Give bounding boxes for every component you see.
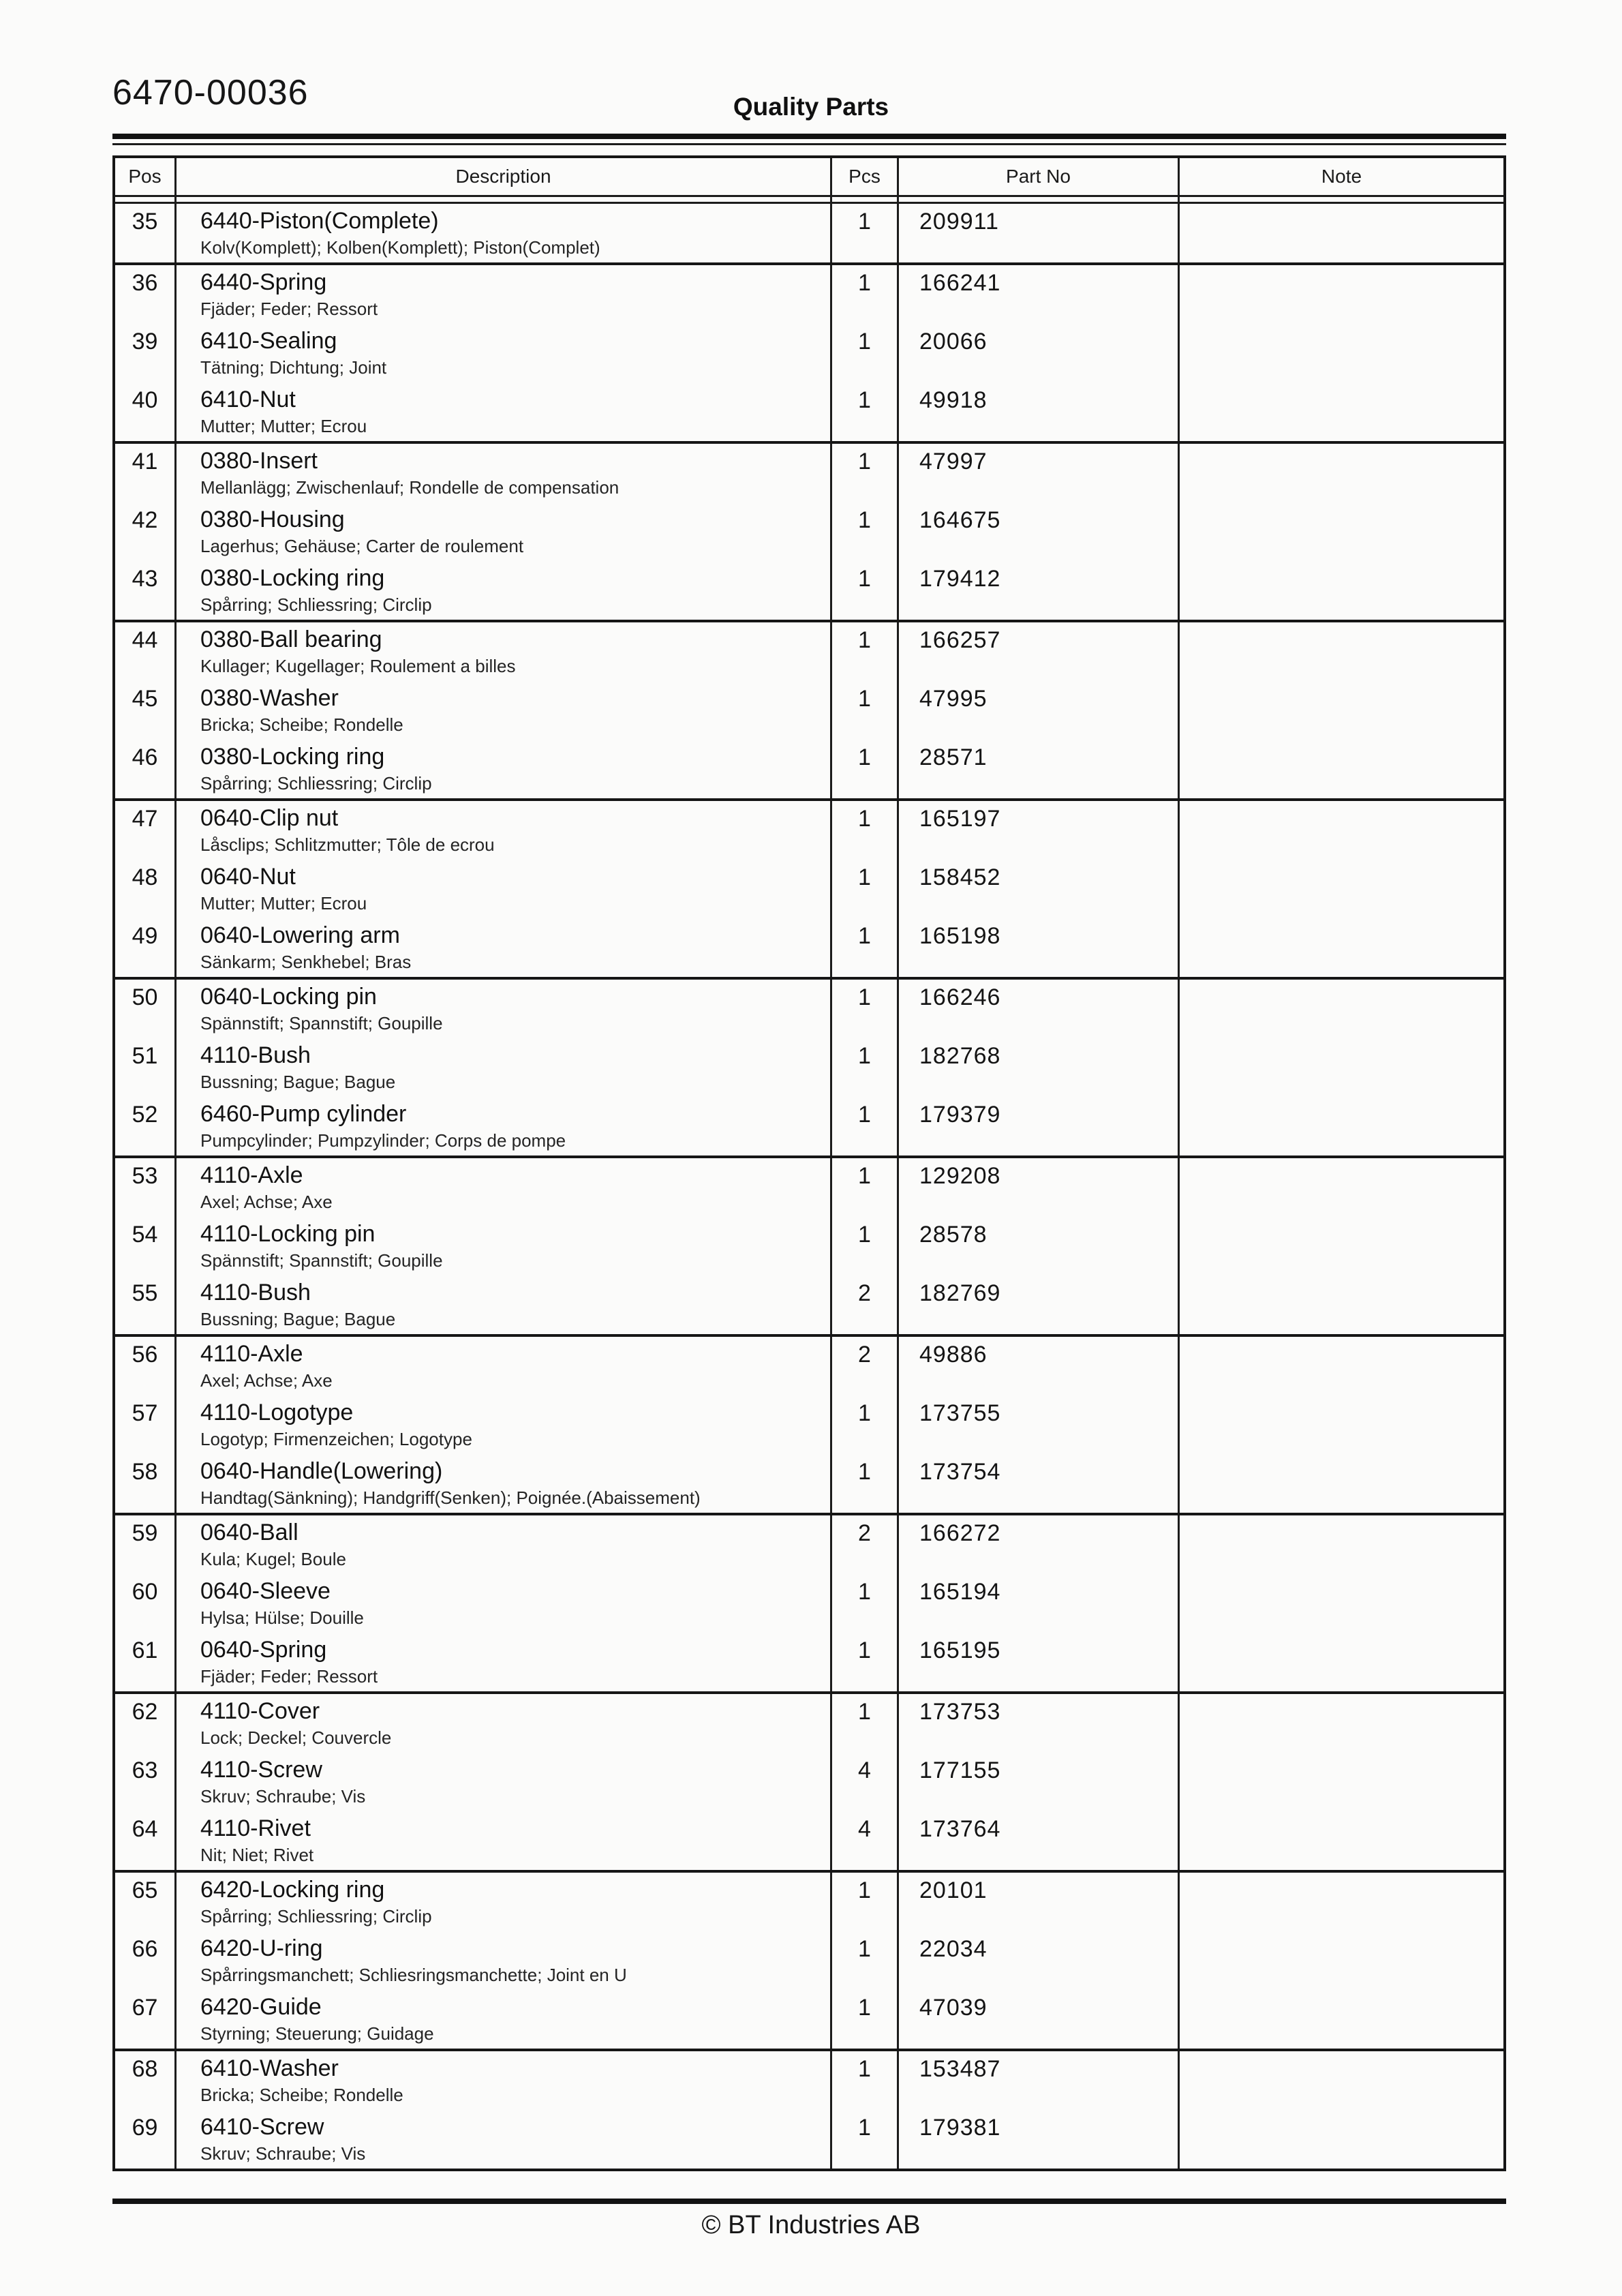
description-sub: Sänkarm; Senkhebel; Bras (200, 952, 412, 972)
row-pcs: 1 (832, 918, 899, 977)
row-part-no: 153487 (899, 2051, 1180, 2110)
description-sub: Logotyp; Firmenzeichen; Logotype (200, 1429, 472, 1449)
table-row (115, 382, 1503, 441)
description-sub: Nit; Niet; Rivet (200, 1845, 314, 1865)
description-sub: Bussning; Bague; Bague (200, 1072, 396, 1092)
description-sub: Hylsa; Hülse; Douille (200, 1607, 364, 1628)
row-pcs: 1 (832, 204, 899, 262)
description-main: 0640-Handle(Lowering) (200, 1458, 443, 1484)
parts-group (115, 1337, 1503, 1515)
parts-group (115, 1694, 1503, 1873)
row-pos: 65 (115, 1873, 177, 1931)
description-main: 0640-Spring (200, 1637, 327, 1663)
row-description (177, 1337, 832, 1395)
description-sub: Axel; Achse; Axe (200, 1192, 333, 1212)
row-pos: 53 (115, 1158, 177, 1217)
description-main: 4110-Bush (200, 1042, 311, 1068)
description-main: 4110-Cover (200, 1698, 320, 1724)
row-description (177, 1931, 832, 1990)
row-part-no: 165198 (899, 918, 1180, 977)
row-description (177, 1990, 832, 2049)
row-description (177, 1395, 832, 1454)
row-part-no: 165197 (899, 801, 1180, 860)
description-sub: Kolv(Komplett); Kolben(Komplett); Piston(Complet) (200, 237, 600, 258)
row-pos: 64 (115, 1811, 177, 1870)
row-pcs: 1 (832, 1990, 899, 2049)
table-row (115, 1990, 1503, 2049)
table-row (115, 204, 1503, 262)
row-description (177, 382, 832, 441)
row-note (1180, 801, 1503, 860)
row-part-no: 166246 (899, 980, 1180, 1038)
description-main: 0640-Sleeve (200, 1578, 331, 1604)
parts-group (115, 801, 1503, 980)
row-pos: 69 (115, 2110, 177, 2169)
row-pos: 44 (115, 622, 177, 681)
description-main: 0380-Locking ring (200, 744, 385, 770)
description-sub: Mutter; Mutter; Ecrou (200, 893, 367, 913)
row-pcs: 1 (832, 1217, 899, 1275)
header-double-line (115, 197, 1503, 204)
row-pcs: 1 (832, 265, 899, 324)
row-description (177, 1217, 832, 1275)
table-row (115, 1811, 1503, 1870)
row-part-no: 165194 (899, 1574, 1180, 1633)
row-pcs: 2 (832, 1275, 899, 1334)
row-pcs: 1 (832, 1931, 899, 1990)
row-part-no: 158452 (899, 860, 1180, 918)
table-row (115, 1694, 1503, 1753)
description-main: 0640-Nut (200, 864, 296, 890)
parts-group (115, 444, 1503, 622)
row-pcs: 2 (832, 1337, 899, 1395)
row-part-no: 28578 (899, 1217, 1180, 1275)
row-description (177, 502, 832, 561)
row-note (1180, 1633, 1503, 1691)
description-sub: Skruv; Schraube; Vis (200, 1786, 366, 1807)
row-pos: 48 (115, 860, 177, 918)
row-part-no: 179412 (899, 561, 1180, 620)
row-note (1180, 1454, 1503, 1513)
table-row (115, 1097, 1503, 1155)
description-main: 0640-Locking pin (200, 984, 377, 1010)
row-description (177, 1574, 832, 1633)
description-main: 6460-Pump cylinder (200, 1101, 407, 1127)
row-note (1180, 1217, 1503, 1275)
table-row (115, 1873, 1503, 1931)
row-note (1180, 740, 1503, 798)
row-note (1180, 1038, 1503, 1097)
row-pcs: 1 (832, 2110, 899, 2169)
row-description (177, 740, 832, 798)
table-row (115, 502, 1503, 561)
row-note (1180, 382, 1503, 441)
row-pos: 41 (115, 444, 177, 502)
row-pcs: 4 (832, 1811, 899, 1870)
row-part-no: 209911 (899, 204, 1180, 262)
table-row (115, 1275, 1503, 1334)
row-note (1180, 860, 1503, 918)
description-main: 0380-Washer (200, 685, 339, 711)
row-note (1180, 1395, 1503, 1454)
row-pcs: 1 (832, 382, 899, 441)
description-sub: Mellanlägg; Zwischenlauf; Rondelle de compensation (200, 477, 619, 498)
row-part-no: 49918 (899, 382, 1180, 441)
row-description (177, 801, 832, 860)
table-row (115, 1337, 1503, 1395)
description-main: 0380-Ball bearing (200, 626, 382, 652)
row-note (1180, 1990, 1503, 2049)
row-note (1180, 918, 1503, 977)
row-part-no: 166272 (899, 1515, 1180, 1574)
table-row (115, 1454, 1503, 1513)
row-description (177, 1515, 832, 1574)
table-row (115, 681, 1503, 740)
row-pcs: 1 (832, 980, 899, 1038)
row-pos: 35 (115, 204, 177, 262)
row-note (1180, 1694, 1503, 1753)
table-row (115, 1395, 1503, 1454)
parts-group (115, 622, 1503, 801)
row-pos: 60 (115, 1574, 177, 1633)
description-main: 6440-Spring (200, 269, 327, 295)
row-description (177, 324, 832, 382)
row-pcs: 4 (832, 1753, 899, 1811)
parts-group (115, 1873, 1503, 2051)
description-main: 6420-U-ring (200, 1935, 323, 1961)
table-row (115, 1158, 1503, 1217)
row-note (1180, 1275, 1503, 1334)
row-part-no: 47039 (899, 1990, 1180, 2049)
description-sub: Fjäder; Feder; Ressort (200, 299, 378, 319)
description-sub: Fjäder; Feder; Ressort (200, 1666, 378, 1687)
parts-group (115, 1158, 1503, 1337)
row-description (177, 1873, 832, 1931)
parts-group (115, 204, 1503, 265)
row-note (1180, 681, 1503, 740)
row-pcs: 1 (832, 1158, 899, 1217)
description-sub: Styrning; Steuerung; Guidage (200, 2023, 434, 2044)
description-main: 4110-Bush (200, 1280, 311, 1305)
row-note (1180, 444, 1503, 502)
row-pos: 56 (115, 1337, 177, 1395)
row-pos: 50 (115, 980, 177, 1038)
row-pos: 43 (115, 561, 177, 620)
row-pos: 36 (115, 265, 177, 324)
description-main: 0640-Clip nut (200, 805, 339, 831)
description-sub: Mutter; Mutter; Ecrou (200, 416, 367, 436)
row-part-no: 173764 (899, 1811, 1180, 1870)
row-part-no: 177155 (899, 1753, 1180, 1811)
row-pos: 46 (115, 740, 177, 798)
row-note (1180, 1811, 1503, 1870)
row-pos: 59 (115, 1515, 177, 1574)
row-part-no: 166257 (899, 622, 1180, 681)
description-sub: Bussning; Bague; Bague (200, 1309, 396, 1329)
description-main: 0380-Insert (200, 448, 318, 474)
description-main: 4110-Axle (200, 1341, 303, 1367)
table-row (115, 740, 1503, 798)
row-note (1180, 1753, 1503, 1811)
row-part-no: 20066 (899, 324, 1180, 382)
row-description (177, 1097, 832, 1155)
table-row (115, 1753, 1503, 1811)
table-row (115, 860, 1503, 918)
column-header-note: Note (1321, 166, 1362, 187)
description-sub: Spårringsmanchett; Schliesringsmanchette; Joint en U (200, 1965, 627, 1985)
description-main: 0380-Housing (200, 507, 345, 532)
row-pos: 67 (115, 1990, 177, 2049)
column-header-description: Description (177, 158, 832, 195)
table-row (115, 918, 1503, 977)
row-pcs: 1 (832, 1694, 899, 1753)
header-rule-thin (112, 143, 1506, 145)
row-part-no: 164675 (899, 502, 1180, 561)
row-note (1180, 1515, 1503, 1574)
table-row (115, 980, 1503, 1038)
row-note (1180, 204, 1503, 262)
row-pcs: 1 (832, 1038, 899, 1097)
header-rule-thick (112, 134, 1506, 139)
row-description (177, 2110, 832, 2169)
row-description (177, 265, 832, 324)
row-description (177, 681, 832, 740)
row-pcs: 1 (832, 1873, 899, 1931)
table-row (115, 1217, 1503, 1275)
description-main: 4110-Axle (200, 1162, 303, 1188)
description-sub: Pumpcylinder; Pumpzylinder; Corps de pompe (200, 1130, 566, 1151)
table-row (115, 2110, 1503, 2169)
description-main: 6410-Screw (200, 2114, 324, 2140)
row-part-no: 173754 (899, 1454, 1180, 1513)
table-row (115, 1931, 1503, 1990)
description-sub: Spännstift; Spannstift; Goupille (200, 1250, 443, 1271)
parts-group (115, 1515, 1503, 1694)
row-note (1180, 561, 1503, 620)
row-part-no: 165195 (899, 1633, 1180, 1691)
description-main: 4110-Screw (200, 1757, 322, 1783)
description-sub: Skruv; Schraube; Vis (200, 2143, 366, 2164)
row-pos: 62 (115, 1694, 177, 1753)
table-row (115, 444, 1503, 502)
row-pos: 51 (115, 1038, 177, 1097)
row-pos: 40 (115, 382, 177, 441)
row-part-no: 166241 (899, 265, 1180, 324)
row-pos: 45 (115, 681, 177, 740)
table-row (115, 561, 1503, 620)
row-description (177, 1158, 832, 1217)
row-note (1180, 980, 1503, 1038)
row-note (1180, 2051, 1503, 2110)
description-main: 6410-Sealing (200, 328, 337, 354)
row-pcs: 1 (832, 1395, 899, 1454)
description-main: 4110-Locking pin (200, 1221, 376, 1247)
row-description (177, 980, 832, 1038)
row-pcs: 1 (832, 1574, 899, 1633)
row-part-no: 47997 (899, 444, 1180, 502)
description-main: 0640-Lowering arm (200, 922, 400, 948)
table-row (115, 622, 1503, 681)
table-row (115, 2051, 1503, 2110)
row-part-no: 22034 (899, 1931, 1180, 1990)
table-row (115, 324, 1503, 382)
row-pos: 52 (115, 1097, 177, 1155)
description-sub: Lock; Deckel; Couvercle (200, 1727, 392, 1748)
row-part-no: 47995 (899, 681, 1180, 740)
page-footer: © BT Industries AB (701, 2211, 921, 2239)
description-main: 6420-Guide (200, 1994, 322, 2020)
row-part-no: 173753 (899, 1694, 1180, 1753)
table-row (115, 1633, 1503, 1691)
row-description (177, 918, 832, 977)
row-pos: 63 (115, 1753, 177, 1811)
row-description (177, 1811, 832, 1870)
column-header-pcs: Pcs (832, 158, 899, 195)
row-note (1180, 502, 1503, 561)
row-note (1180, 1931, 1503, 1990)
row-pos: 55 (115, 1275, 177, 1334)
row-part-no: 173755 (899, 1395, 1180, 1454)
row-part-no: 49886 (899, 1337, 1180, 1395)
description-sub: Handtag(Sänkning); Handgriff(Senken); Poignée.(Abaissement) (200, 1487, 701, 1508)
row-pcs: 2 (832, 1515, 899, 1574)
description-sub: Bricka; Scheibe; Rondelle (200, 2085, 403, 2105)
row-pos: 58 (115, 1454, 177, 1513)
row-part-no: 179379 (899, 1097, 1180, 1155)
parts-table (112, 155, 1506, 2171)
row-note (1180, 1574, 1503, 1633)
row-pos: 54 (115, 1217, 177, 1275)
description-main: 4110-Rivet (200, 1815, 311, 1841)
row-pos: 49 (115, 918, 177, 977)
row-pos: 39 (115, 324, 177, 382)
row-pos: 68 (115, 2051, 177, 2110)
description-main: 6440-Piston(Complete) (200, 208, 439, 234)
row-pcs: 1 (832, 1097, 899, 1155)
row-part-no: 28571 (899, 740, 1180, 798)
row-note (1180, 324, 1503, 382)
column-header-pos: Pos (115, 158, 177, 195)
row-note (1180, 1158, 1503, 1217)
row-pos: 66 (115, 1931, 177, 1990)
row-pcs: 1 (832, 2051, 899, 2110)
row-note (1180, 1097, 1503, 1155)
row-pcs: 1 (832, 801, 899, 860)
row-pos: 42 (115, 502, 177, 561)
parts-group (115, 2051, 1503, 2169)
description-sub: Axel; Achse; Axe (200, 1370, 333, 1391)
description-sub: Tätning; Dichtung; Joint (200, 357, 387, 378)
row-pcs: 1 (832, 561, 899, 620)
table-row (115, 1038, 1503, 1097)
description-sub: Spårring; Schliessring; Circlip (200, 594, 432, 615)
row-note (1180, 1337, 1503, 1395)
description-main: 0640-Ball (200, 1520, 299, 1545)
row-note (1180, 2110, 1503, 2169)
row-description (177, 561, 832, 620)
row-pos: 57 (115, 1395, 177, 1454)
parts-group (115, 265, 1503, 444)
row-description (177, 2051, 832, 2110)
description-sub: Lagerhus; Gehäuse; Carter de roulement (200, 536, 524, 556)
row-part-no: 182769 (899, 1275, 1180, 1334)
row-note (1180, 265, 1503, 324)
description-main: 6410-Washer (200, 2055, 339, 2081)
row-note (1180, 622, 1503, 681)
description-sub: Spårring; Schliessring; Circlip (200, 1906, 432, 1927)
description-main: 6410-Nut (200, 387, 296, 412)
column-header-part-no: Part No (899, 158, 1180, 195)
row-description (177, 204, 832, 262)
row-description (177, 1275, 832, 1334)
description-sub: Låsclips; Schlitzmutter; Tôle de ecrou (200, 834, 495, 855)
footer-rule (112, 2199, 1506, 2204)
row-pcs: 1 (832, 681, 899, 740)
row-description (177, 1753, 832, 1811)
description-sub: Spårring; Schliessring; Circlip (200, 773, 432, 794)
table-body (115, 204, 1503, 2169)
row-pos: 47 (115, 801, 177, 860)
description-main: 6420-Locking ring (200, 1877, 385, 1903)
description-sub: Bricka; Scheibe; Rondelle (200, 714, 403, 735)
row-pcs: 1 (832, 1633, 899, 1691)
row-pos: 61 (115, 1633, 177, 1691)
row-description (177, 860, 832, 918)
table-header-row (115, 158, 1503, 197)
row-description (177, 444, 832, 502)
row-description (177, 1633, 832, 1691)
row-note (1180, 1873, 1503, 1931)
table-row (115, 801, 1503, 860)
description-main: 4110-Logotype (200, 1400, 354, 1425)
row-part-no: 179381 (899, 2110, 1180, 2169)
row-pcs: 1 (832, 1454, 899, 1513)
row-pcs: 1 (832, 740, 899, 798)
doc-number: 6470-00036 (112, 73, 309, 112)
description-sub: Kullager; Kugellager; Roulement a billes (200, 656, 516, 676)
row-description (177, 1038, 832, 1097)
parts-group (115, 980, 1503, 1158)
table-row (115, 265, 1503, 324)
row-pcs: 1 (832, 502, 899, 561)
row-description (177, 622, 832, 681)
row-description (177, 1454, 832, 1513)
description-sub: Kula; Kugel; Boule (200, 1549, 346, 1569)
row-part-no: 129208 (899, 1158, 1180, 1217)
table-row (115, 1574, 1503, 1633)
row-pcs: 1 (832, 324, 899, 382)
row-pcs: 1 (832, 444, 899, 502)
table-row (115, 1515, 1503, 1574)
row-part-no: 20101 (899, 1873, 1180, 1931)
row-pcs: 1 (832, 860, 899, 918)
page-title: Quality Parts (733, 93, 889, 121)
row-pcs: 1 (832, 622, 899, 681)
row-part-no: 182768 (899, 1038, 1180, 1097)
description-sub: Spännstift; Spannstift; Goupille (200, 1013, 443, 1033)
description-main: 0380-Locking ring (200, 565, 385, 591)
row-description (177, 1694, 832, 1753)
